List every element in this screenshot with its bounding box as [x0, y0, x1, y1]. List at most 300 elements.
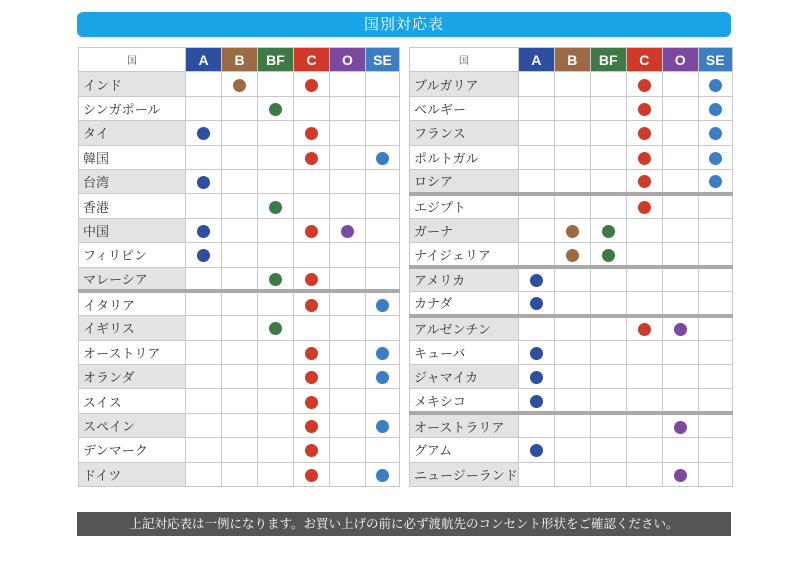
plug-available-dot-icon [638, 201, 651, 214]
plug-cell-a [186, 267, 222, 291]
plug-cell-bf [590, 389, 626, 413]
table-row [79, 413, 400, 437]
table-row [410, 145, 733, 169]
plug-available-dot-icon [376, 299, 389, 312]
plug-cell-a [186, 145, 222, 169]
plug-cell-bf [590, 291, 626, 315]
plug-cell-b [222, 462, 258, 486]
country-name: ジャマイカ [410, 365, 519, 389]
plug-cell-bf [258, 169, 294, 193]
table-row [79, 194, 400, 218]
table-row [410, 291, 733, 315]
table-row [410, 169, 733, 193]
plug-cell-bf [258, 462, 294, 486]
table-row [79, 365, 400, 389]
plug-cell-a [186, 96, 222, 120]
plug-cell-se [366, 462, 400, 486]
plug-available-dot-icon [341, 225, 354, 238]
plug-cell-b [222, 389, 258, 413]
plug-available-dot-icon [530, 297, 543, 310]
plug-cell-c [294, 413, 330, 437]
plug-cell-o [330, 194, 366, 218]
plug-cell-c [294, 169, 330, 193]
plug-cell-o [662, 365, 698, 389]
plug-cell-c [294, 267, 330, 291]
plug-cell-c [294, 194, 330, 218]
plug-cell-bf [258, 291, 294, 315]
plug-cell-b [222, 316, 258, 340]
plug-cell-bf [590, 243, 626, 267]
plug-available-dot-icon [709, 175, 722, 188]
plug-cell-se [366, 218, 400, 242]
country-name: スペイン [79, 413, 186, 437]
plug-available-dot-icon [602, 249, 615, 262]
plug-available-dot-icon [305, 444, 318, 457]
table-row [410, 413, 733, 437]
plug-cell-b [222, 438, 258, 462]
plug-available-dot-icon [197, 249, 210, 262]
plug-cell-o [330, 121, 366, 145]
plug-cell-se [366, 413, 400, 437]
plug-available-dot-icon [305, 469, 318, 482]
plug-cell-se [698, 365, 732, 389]
plug-cell-a [518, 413, 554, 437]
plug-available-dot-icon [530, 347, 543, 360]
plug-available-dot-icon [638, 175, 651, 188]
plug-cell-b [222, 365, 258, 389]
plug-available-dot-icon [530, 371, 543, 384]
plug-cell-bf [590, 194, 626, 218]
plug-cell-se [366, 267, 400, 291]
plug-cell-b [554, 413, 590, 437]
table-row [410, 243, 733, 267]
plug-cell-o [330, 462, 366, 486]
plug-type-header-a: A [518, 48, 554, 72]
plug-cell-o [662, 121, 698, 145]
plug-cell-c [294, 218, 330, 242]
plug-cell-a [518, 145, 554, 169]
plug-cell-o [330, 96, 366, 120]
plug-cell-o [662, 316, 698, 340]
plug-cell-b [554, 218, 590, 242]
table-row [410, 96, 733, 120]
plug-cell-bf [258, 316, 294, 340]
plug-cell-bf [590, 316, 626, 340]
table-row [79, 340, 400, 364]
plug-cell-a [186, 462, 222, 486]
plug-cell-c [626, 389, 662, 413]
plug-cell-c [294, 462, 330, 486]
plug-cell-b [554, 72, 590, 96]
table-row [79, 389, 400, 413]
plug-cell-o [662, 291, 698, 315]
plug-cell-o [662, 96, 698, 120]
plug-type-header-c: C [626, 48, 662, 72]
country-name: イギリス [79, 316, 186, 340]
table-row [410, 340, 733, 364]
country-name: メキシコ [410, 389, 519, 413]
country-name: オーストラリア [410, 413, 519, 437]
plug-cell-a [186, 438, 222, 462]
plug-cell-se [366, 121, 400, 145]
plug-cell-se [366, 291, 400, 315]
plug-cell-bf [590, 218, 626, 242]
country-name: 香港 [79, 194, 186, 218]
plug-cell-bf [258, 72, 294, 96]
plug-cell-se [366, 145, 400, 169]
plug-cell-se [698, 316, 732, 340]
plug-cell-c [626, 194, 662, 218]
table-row [410, 389, 733, 413]
plug-cell-o [330, 169, 366, 193]
plug-cell-bf [590, 121, 626, 145]
plug-cell-o [330, 145, 366, 169]
country-name: アルゼンチン [410, 316, 519, 340]
country-name: ガーナ [410, 218, 519, 242]
plug-cell-se [698, 218, 732, 242]
table-row [79, 462, 400, 486]
plug-cell-c [294, 316, 330, 340]
plug-cell-bf [258, 243, 294, 267]
plug-cell-c [626, 316, 662, 340]
plug-cell-b [554, 365, 590, 389]
plug-cell-a [186, 169, 222, 193]
plug-cell-o [662, 145, 698, 169]
plug-cell-b [554, 145, 590, 169]
plug-type-header-c: C [294, 48, 330, 72]
plug-type-header-b: B [222, 48, 258, 72]
plug-cell-b [222, 291, 258, 315]
plug-cell-b [554, 96, 590, 120]
plug-cell-a [518, 169, 554, 193]
plug-cell-se [698, 169, 732, 193]
plug-cell-b [554, 243, 590, 267]
table-row [79, 291, 400, 315]
plug-cell-c [626, 291, 662, 315]
table-row [410, 267, 733, 291]
plug-cell-c [626, 243, 662, 267]
plug-cell-b [222, 96, 258, 120]
country-name: シンガポール [79, 96, 186, 120]
table-row [410, 218, 733, 242]
plug-available-dot-icon [305, 299, 318, 312]
plug-type-header-se: SE [698, 48, 732, 72]
plug-cell-c [294, 243, 330, 267]
table-row [410, 72, 733, 96]
plug-available-dot-icon [269, 201, 282, 214]
plug-cell-a [186, 291, 222, 315]
plug-cell-a [518, 340, 554, 364]
plug-cell-b [554, 389, 590, 413]
plug-cell-o [662, 462, 698, 486]
country-name: オランダ [79, 365, 186, 389]
plug-available-dot-icon [674, 469, 687, 482]
table-row [79, 243, 400, 267]
plug-available-dot-icon [638, 79, 651, 92]
plug-available-dot-icon [305, 79, 318, 92]
table-row [79, 218, 400, 242]
plug-cell-a [186, 72, 222, 96]
plug-cell-se [698, 389, 732, 413]
table-row [79, 96, 400, 120]
country-name: マレーシア [79, 267, 186, 291]
plug-cell-se [698, 438, 732, 462]
plug-cell-a [518, 121, 554, 145]
plug-cell-se [366, 72, 400, 96]
plug-cell-b [222, 340, 258, 364]
plug-cell-c [626, 121, 662, 145]
plug-cell-o [330, 243, 366, 267]
country-name: スイス [79, 389, 186, 413]
plug-cell-se [366, 316, 400, 340]
plug-cell-bf [590, 72, 626, 96]
plug-cell-bf [258, 194, 294, 218]
plug-cell-c [626, 267, 662, 291]
plug-cell-o [662, 389, 698, 413]
plug-cell-bf [590, 96, 626, 120]
plug-cell-se [698, 340, 732, 364]
plug-cell-c [294, 389, 330, 413]
table-row [79, 72, 400, 96]
plug-available-dot-icon [197, 225, 210, 238]
plug-cell-b [222, 243, 258, 267]
plug-cell-b [554, 267, 590, 291]
plug-type-header-bf: BF [590, 48, 626, 72]
country-name: 台湾 [79, 169, 186, 193]
plug-cell-o [662, 413, 698, 437]
plug-cell-se [366, 438, 400, 462]
plug-cell-a [518, 72, 554, 96]
plug-cell-bf [590, 340, 626, 364]
plug-cell-b [554, 291, 590, 315]
plug-cell-c [294, 340, 330, 364]
plug-available-dot-icon [674, 323, 687, 336]
country-name: 韓国 [79, 145, 186, 169]
plug-type-header-o: O [330, 48, 366, 72]
plug-type-header-se: SE [366, 48, 400, 72]
plug-cell-bf [590, 365, 626, 389]
plug-cell-c [294, 121, 330, 145]
plug-cell-c [626, 169, 662, 193]
plug-cell-o [662, 340, 698, 364]
plug-cell-bf [258, 96, 294, 120]
plug-available-dot-icon [233, 79, 246, 92]
plug-cell-se [698, 96, 732, 120]
plug-available-dot-icon [376, 469, 389, 482]
plug-cell-c [626, 413, 662, 437]
table-row [79, 438, 400, 462]
plug-cell-a [518, 462, 554, 486]
plug-available-dot-icon [709, 103, 722, 116]
country-table-right [409, 47, 733, 487]
plug-cell-se [366, 340, 400, 364]
plug-cell-o [330, 413, 366, 437]
plug-cell-o [662, 72, 698, 96]
plug-cell-b [222, 145, 258, 169]
plug-cell-a [518, 316, 554, 340]
table-row [79, 316, 400, 340]
plug-cell-se [698, 267, 732, 291]
plug-cell-o [662, 169, 698, 193]
plug-cell-bf [590, 267, 626, 291]
plug-cell-bf [258, 218, 294, 242]
country-name: デンマーク [79, 438, 186, 462]
table-header-row [79, 48, 400, 72]
country-name: ベルギー [410, 96, 519, 120]
plug-available-dot-icon [530, 395, 543, 408]
plug-cell-o [330, 267, 366, 291]
plug-cell-c [626, 218, 662, 242]
plug-cell-bf [258, 340, 294, 364]
plug-cell-o [330, 316, 366, 340]
plug-cell-se [698, 243, 732, 267]
page-title: 国別対応表 [77, 12, 731, 37]
table-row [410, 365, 733, 389]
plug-cell-b [554, 169, 590, 193]
plug-available-dot-icon [566, 249, 579, 262]
plug-available-dot-icon [376, 347, 389, 360]
plug-cell-a [186, 413, 222, 437]
table-row [410, 438, 733, 462]
plug-available-dot-icon [638, 103, 651, 116]
country-name: カナダ [410, 291, 519, 315]
plug-available-dot-icon [197, 176, 210, 189]
table-row [410, 121, 733, 145]
plug-cell-a [518, 243, 554, 267]
plug-cell-bf [258, 413, 294, 437]
plug-cell-se [698, 291, 732, 315]
plug-cell-bf [590, 462, 626, 486]
country-name: タイ [79, 121, 186, 145]
plug-available-dot-icon [566, 225, 579, 238]
plug-available-dot-icon [602, 225, 615, 238]
plug-available-dot-icon [305, 396, 318, 409]
country-name: ナイジェリア [410, 243, 519, 267]
plug-cell-c [294, 145, 330, 169]
plug-cell-o [330, 365, 366, 389]
plug-available-dot-icon [197, 127, 210, 140]
plug-cell-a [186, 316, 222, 340]
plug-cell-b [554, 316, 590, 340]
plug-cell-bf [590, 145, 626, 169]
table-row [79, 145, 400, 169]
plug-cell-se [366, 169, 400, 193]
plug-cell-a [186, 389, 222, 413]
plug-cell-se [698, 145, 732, 169]
plug-cell-se [366, 96, 400, 120]
plug-cell-b [554, 194, 590, 218]
plug-cell-se [698, 462, 732, 486]
plug-available-dot-icon [305, 273, 318, 286]
plug-cell-b [222, 72, 258, 96]
plug-type-header-o: O [662, 48, 698, 72]
plug-cell-se [366, 389, 400, 413]
plug-cell-o [662, 218, 698, 242]
plug-available-dot-icon [376, 152, 389, 165]
table-row [410, 316, 733, 340]
plug-available-dot-icon [638, 127, 651, 140]
plug-cell-se [698, 194, 732, 218]
plug-cell-o [330, 438, 366, 462]
plug-cell-bf [258, 267, 294, 291]
table-row [410, 462, 733, 486]
country-name: ドイツ [79, 462, 186, 486]
plug-available-dot-icon [709, 152, 722, 165]
country-name: オーストリア [79, 340, 186, 364]
plug-cell-o [662, 243, 698, 267]
country-name: インド [79, 72, 186, 96]
country-name: グアム [410, 438, 519, 462]
plug-available-dot-icon [674, 421, 687, 434]
plug-available-dot-icon [638, 152, 651, 165]
plug-cell-o [330, 291, 366, 315]
plug-cell-o [330, 340, 366, 364]
plug-cell-a [186, 218, 222, 242]
plug-cell-c [626, 340, 662, 364]
plug-cell-a [186, 194, 222, 218]
plug-cell-se [698, 72, 732, 96]
plug-cell-o [662, 438, 698, 462]
plug-cell-b [222, 169, 258, 193]
plug-cell-a [518, 267, 554, 291]
plug-cell-o [330, 72, 366, 96]
plug-cell-a [186, 365, 222, 389]
country-name: 中国 [79, 218, 186, 242]
plug-available-dot-icon [376, 420, 389, 433]
plug-cell-c [626, 145, 662, 169]
plug-available-dot-icon [305, 127, 318, 140]
plug-available-dot-icon [376, 371, 389, 384]
country-table-left [78, 47, 400, 487]
plug-available-dot-icon [305, 225, 318, 238]
plug-cell-a [518, 291, 554, 315]
country-name: フランス [410, 121, 519, 145]
plug-cell-bf [258, 145, 294, 169]
plug-cell-b [222, 413, 258, 437]
plug-type-header-a: A [186, 48, 222, 72]
plug-cell-c [294, 365, 330, 389]
plug-cell-c [626, 462, 662, 486]
plug-cell-a [518, 218, 554, 242]
plug-available-dot-icon [305, 152, 318, 165]
plug-type-header-b: B [554, 48, 590, 72]
plug-cell-b [554, 462, 590, 486]
plug-cell-bf [258, 389, 294, 413]
plug-cell-a [518, 194, 554, 218]
plug-cell-a [186, 121, 222, 145]
country-name: フィリピン [79, 243, 186, 267]
plug-cell-a [518, 365, 554, 389]
table-header-row [410, 48, 733, 72]
country-name: ポルトガル [410, 145, 519, 169]
plug-cell-a [186, 340, 222, 364]
plug-cell-bf [258, 438, 294, 462]
plug-cell-b [554, 121, 590, 145]
plug-cell-se [366, 365, 400, 389]
country-name: ブルガリア [410, 72, 519, 96]
country-name: イタリア [79, 291, 186, 315]
table-row [79, 169, 400, 193]
plug-cell-b [222, 121, 258, 145]
plug-available-dot-icon [530, 274, 543, 287]
plug-available-dot-icon [269, 322, 282, 335]
plug-cell-bf [590, 413, 626, 437]
plug-cell-a [518, 438, 554, 462]
plug-cell-b [222, 218, 258, 242]
plug-cell-o [330, 389, 366, 413]
plug-available-dot-icon [269, 273, 282, 286]
plug-available-dot-icon [305, 347, 318, 360]
